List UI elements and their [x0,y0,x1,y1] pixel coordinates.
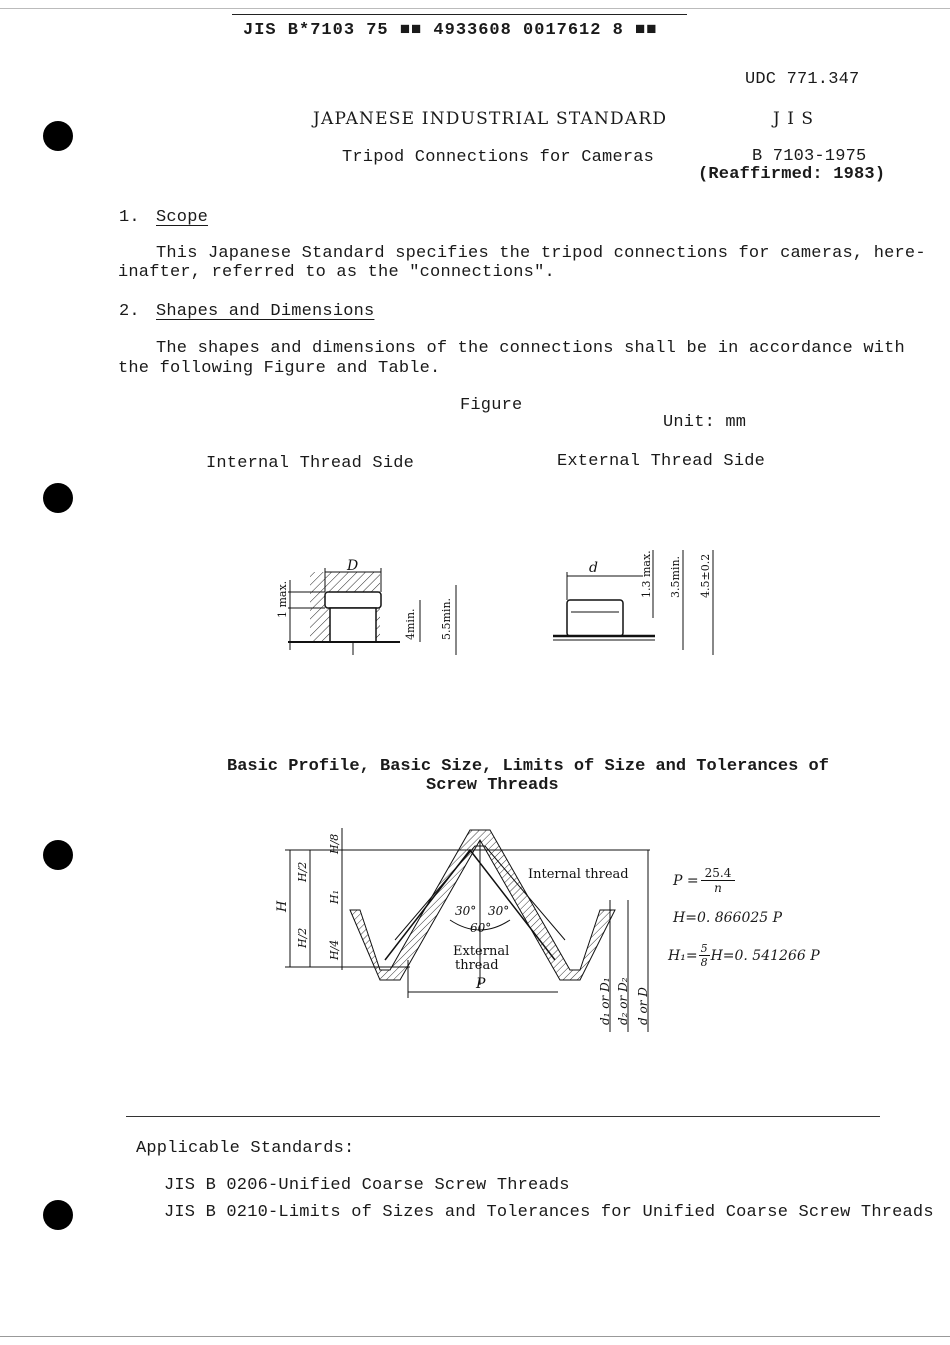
thread-profile-diagram [270,820,660,1040]
formula-p-den: n [714,881,722,895]
punch-hole [43,483,73,513]
formula-h1-fraction [699,942,710,969]
formula-p [673,866,735,895]
applicable-item: JIS B 0210-Limits of Sizes and Tolerances for Unified Coarse Screw Threads [164,1203,934,1222]
angle-60: 60° [470,921,492,935]
formula-p-lhs: P = [673,872,699,889]
section-body: This Japanese Standard specifies the tripod connections for cameras, here- [156,244,926,263]
angle-30b: 30° [488,904,510,918]
formula-p-fraction [701,866,736,895]
reaffirmed: (Reaffirmed: 1983) [698,165,886,184]
internal-thread-drawing [270,540,470,670]
dim-55min: 5.5min. [440,597,453,640]
label-H2a: H/2 [296,861,309,882]
label-H2b: H/2 [296,927,309,948]
label-pitch: P [476,976,486,992]
dim-D: D [347,558,359,574]
top-edge-line [0,8,950,9]
udc-number: UDC 771.347 [745,70,860,89]
formula-h1-num: 5 [700,942,708,955]
label-d2: d₂ or D₂ [616,977,630,1025]
cavity-upper [325,592,381,608]
formula-h1-lhs: H₁= [668,947,698,964]
label-H8: H/8 [328,833,341,854]
label-external-2: thread [455,958,499,973]
external-thread-drawing [545,540,745,670]
label-external-1: External [453,944,510,959]
applicable-heading: Applicable Standards: [136,1139,355,1158]
unit-label: Unit: mm [663,413,747,432]
punch-hole [43,121,73,151]
header-code: JIS B*7103 75 ■■ 4933608 0017612 8 ■■ [243,21,658,40]
doc-number: B 7103-1975 [752,147,867,166]
dim-35min: 3.5min. [669,555,682,598]
profile-title-line1: Basic Profile, Basic Size, Limits of Size and Tolerances of [227,757,829,776]
angle-30a: 30° [455,904,477,918]
applicable-item: JIS B 0206-Unified Coarse Screw Threads [164,1176,570,1195]
internal-thread-label: Internal Thread Side [206,454,415,473]
figure-caption: Figure [460,396,523,415]
label-internal-thread: Internal thread [528,867,629,882]
label-H: H [275,900,290,912]
formula-h1 [668,942,820,969]
external-thread-label: External Thread Side [557,452,766,471]
label-d: d or D [636,987,650,1025]
jis-mark: J I S [773,109,814,129]
section-number: 2. [119,302,140,321]
profile-title-line2: Screw Threads [426,776,559,795]
label-d1: d₁ or D₁ [598,977,612,1025]
section-divider [126,1116,880,1117]
formula-p-num: 25.4 [701,866,736,881]
section-body: The shapes and dimensions of the connections shall be in accordance with [156,339,905,358]
punch-hole [43,840,73,870]
doc-title: Tripod Connections for Cameras [342,148,655,167]
section-body: the following Figure and Table. [118,359,441,378]
stud [567,600,623,636]
formula-h1-den: 8 [700,956,708,969]
bottom-edge-line [0,1336,950,1337]
section-heading: Scope [156,208,209,227]
dim-4min: 4min. [404,608,417,640]
formula-h: H=0. 866025 P [673,910,783,926]
dim-1max: 1 max. [276,580,289,618]
section-heading: Shapes and Dimensions [156,302,375,321]
standard-title: JAPANESE INDUSTRIAL STANDARD [313,109,668,129]
dim-45tol: 4.5±0.2 [699,553,712,598]
formula-h1-rhs: H=0. 541266 P [710,947,820,964]
dim-13max: 1.3 max. [640,550,653,598]
section-number: 1. [119,208,140,227]
label-H4: H/4 [328,939,341,960]
section-body: inafter, referred to as the "connections". [118,263,555,282]
cavity-lower [330,608,376,642]
dim-d: d [589,560,598,576]
label-H1: H₁ [328,889,341,904]
punch-hole [43,1200,73,1230]
